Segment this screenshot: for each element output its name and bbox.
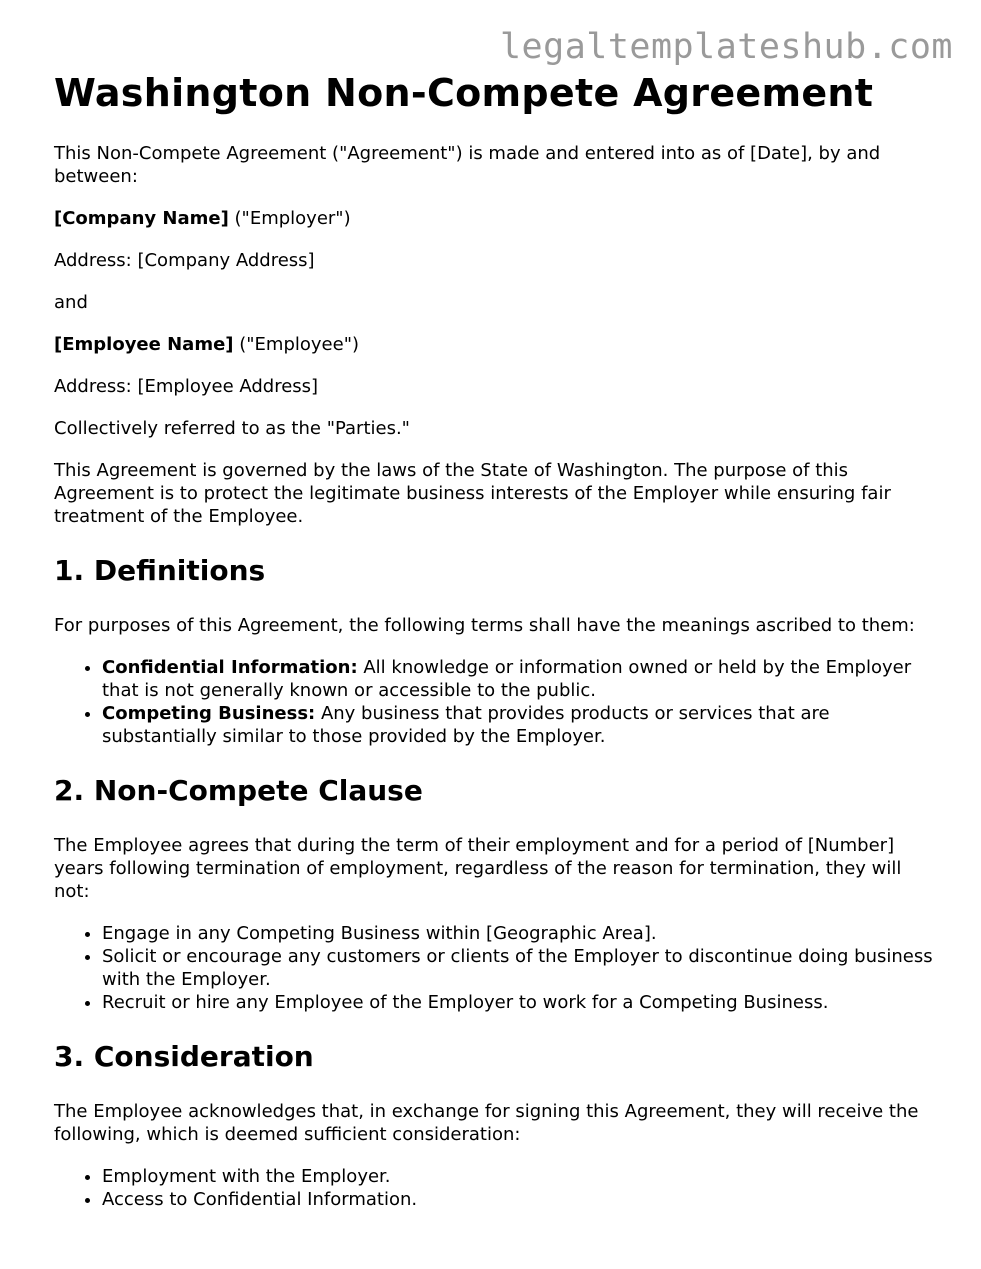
- section-heading-consideration: 3. Consideration: [54, 1040, 314, 1073]
- definition-term: Competing Business:: [102, 703, 316, 724]
- definitions-list: [54, 656, 934, 748]
- list-item: • Solicit or encourage any customers or clients of the Employer to discontinue doing business with the Employer.: [102, 945, 934, 991]
- non-compete-list: [54, 922, 934, 1014]
- non-compete-intro: The Employee agrees that during the term of their employment and for a period of [Number] years following termination of employment, regardless of the reason for termination, they will not:: [54, 835, 902, 902]
- employee-role: ("Employee"): [233, 334, 360, 355]
- employer-name: [Company Name]: [54, 208, 229, 229]
- list-item: [102, 702, 934, 748]
- definitions-intro: For purposes of this Agreement, the following terms shall have the meanings ascribed to them:: [54, 615, 915, 636]
- list-item: • Employment with the Employer.: [102, 1165, 934, 1188]
- collective-paragraph: Collectively referred to as the "Parties.": [54, 418, 410, 439]
- employer-address: Address: [Company Address]: [54, 250, 315, 271]
- intro-paragraph: This Non-Compete Agreement ("Agreement") is made and entered into as of [Date], by and between:: [54, 143, 881, 187]
- employee-name: [Employee Name]: [54, 334, 234, 355]
- section-heading-non-compete: 2. Non-Compete Clause: [54, 774, 423, 807]
- employer-line: [54, 207, 934, 230]
- governing-paragraph: This Agreement is governed by the laws of the State of Washington. The purpose of this Agreement is to protect the legitimate business interests of the Employer while ensuring fair treatment of the Employee.: [54, 460, 891, 527]
- definition-term: Confidential Information:: [102, 657, 358, 678]
- watermark: legaltemplateshub.com: [499, 27, 953, 67]
- document-page: [54, 70, 934, 1230]
- definition-text: Any business that provides products or services that are substantially similar to those provided by the Employer.: [102, 703, 830, 747]
- employee-line: [54, 333, 934, 356]
- definition-text: All knowledge or information owned or held by the Employer that is not generally known or accessible to the public.: [102, 657, 912, 701]
- section-heading-definitions: 1. Definitions: [54, 554, 266, 587]
- list-item: • Recruit or hire any Employee of the Employer to work for a Competing Business.: [102, 991, 934, 1014]
- employee-address: Address: [Employee Address]: [54, 376, 319, 397]
- consideration-list: [54, 1165, 934, 1211]
- list-item: • Access to Confidential Information.: [102, 1188, 934, 1211]
- document-title: Washington Non-Compete Agreement: [54, 71, 874, 115]
- list-item: • Engage in any Competing Business within [Geographic Area].: [102, 922, 934, 945]
- list-item: [102, 656, 934, 702]
- consideration-intro: The Employee acknowledges that, in exchange for signing this Agreement, they will receive the following, which is deemed sufficient consideration:: [54, 1101, 919, 1145]
- and-text: and: [54, 292, 88, 313]
- employer-role: ("Employer"): [228, 208, 351, 229]
